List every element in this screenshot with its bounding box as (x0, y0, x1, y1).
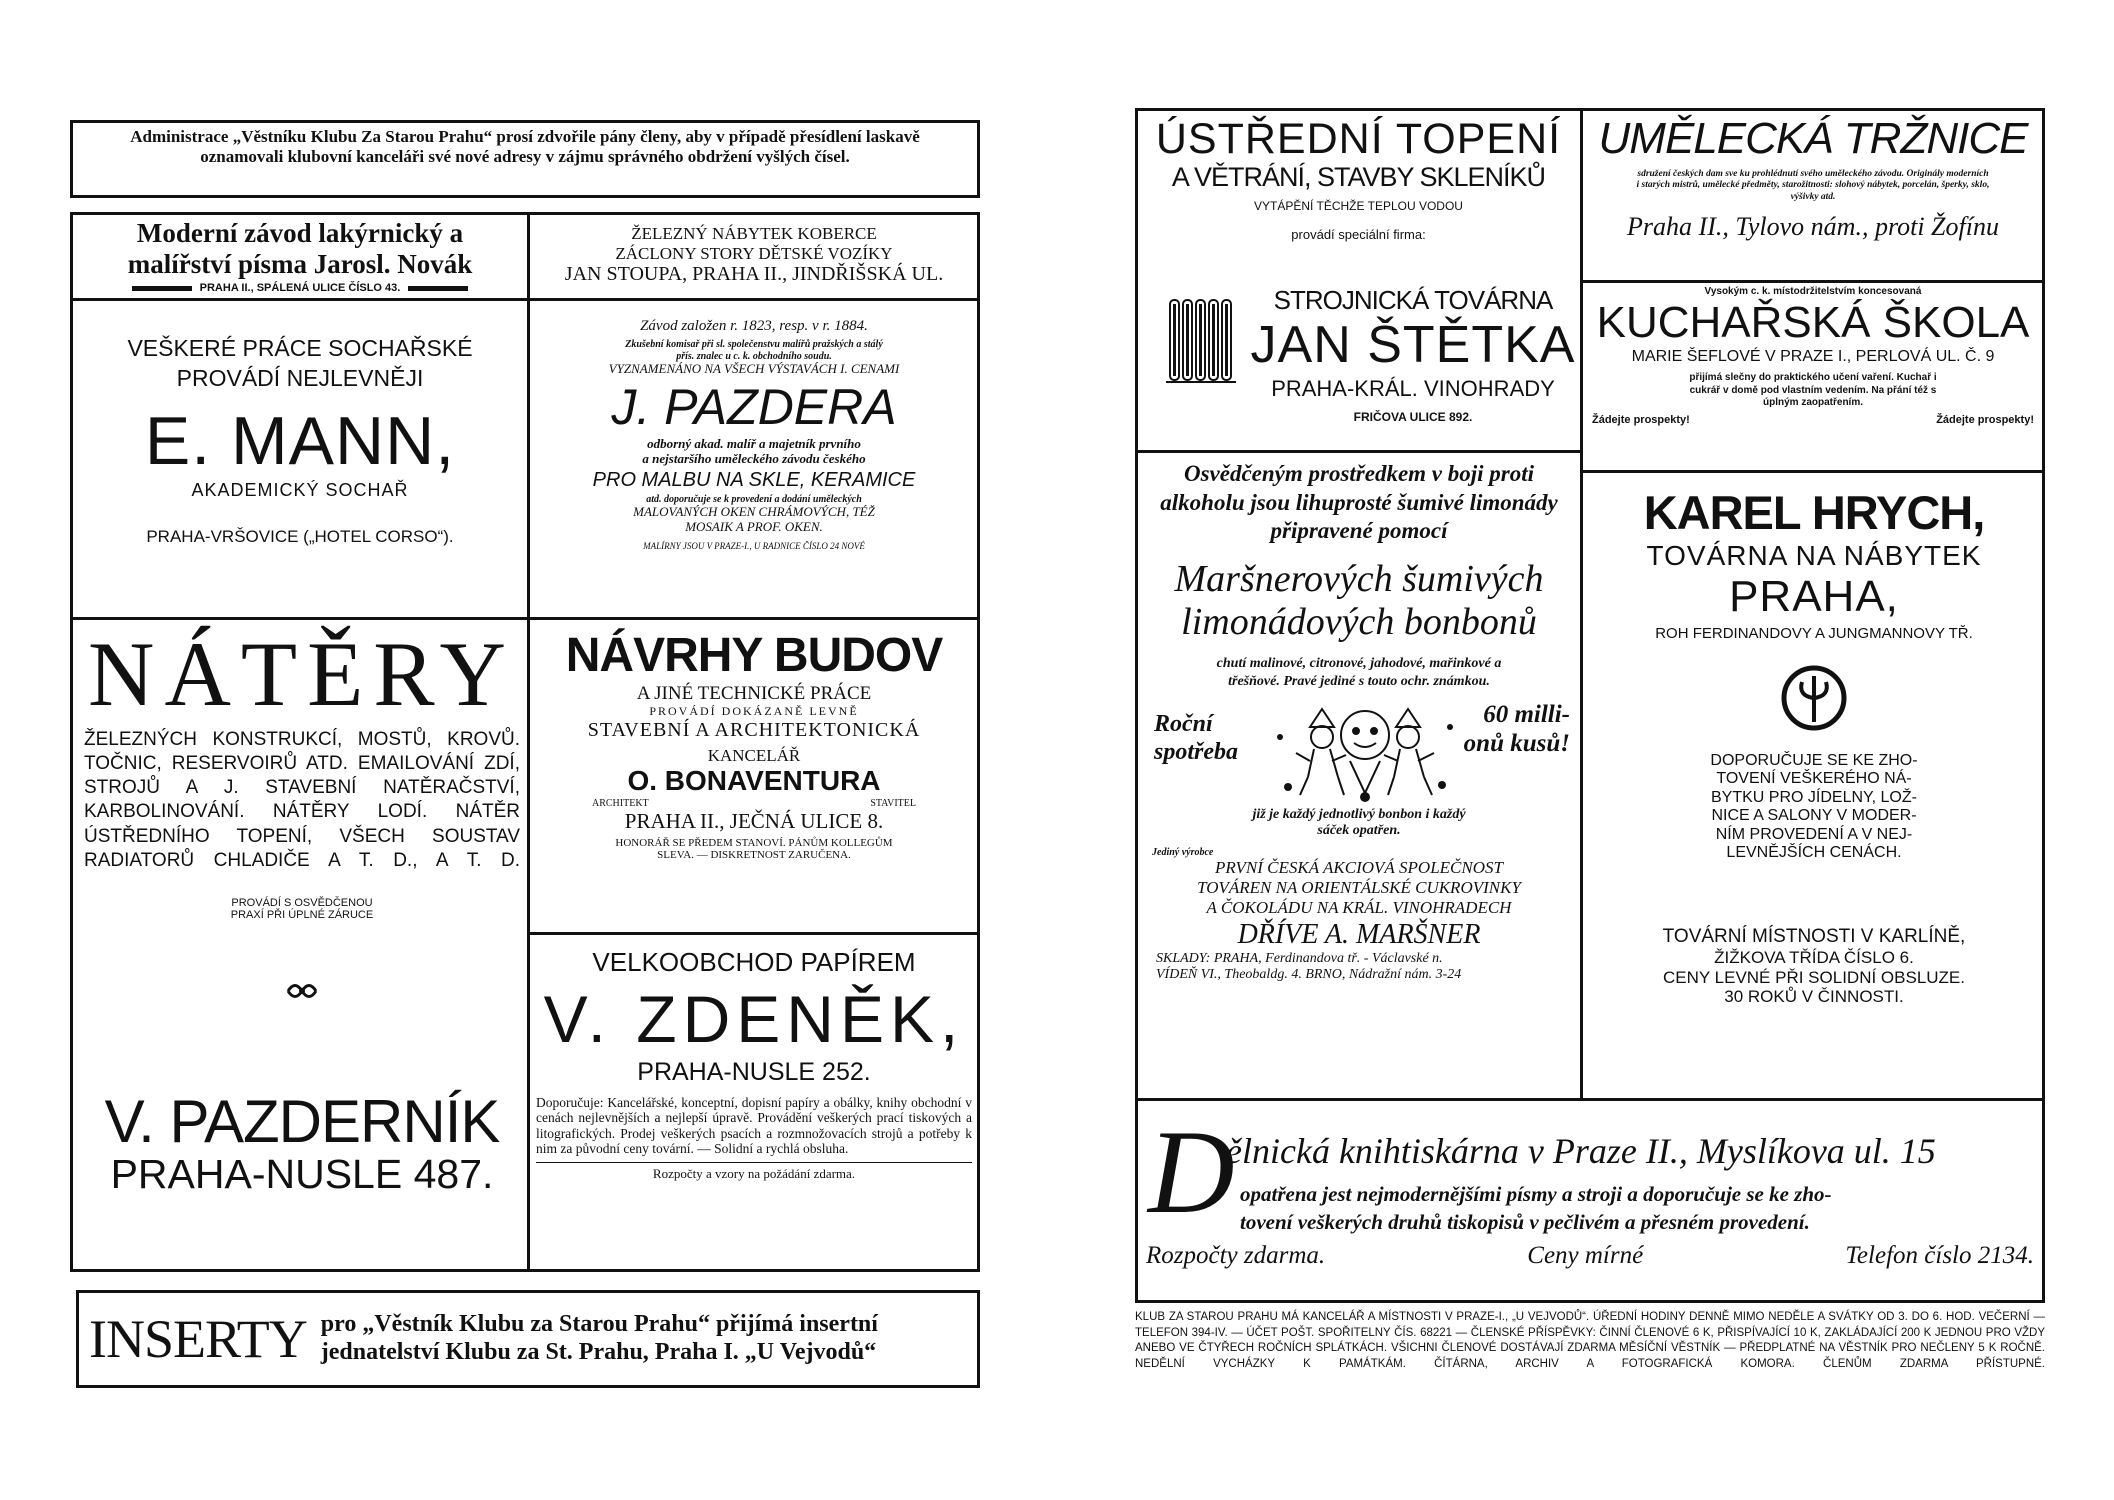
marsner-comp2: TOVÁREN NA ORIENTÁLSKÉ CUKROVINKY (1197, 878, 1521, 898)
natery-provadi1: PROVÁDÍ S OSVĚDČENOU (231, 896, 373, 909)
hrych-name: KAREL HRYCH, (1643, 486, 1985, 539)
natery-body: ŽELEZNÝCH KONSTRUKCÍ, MOSTŮ, KROVŮ. TOČNIC, RESERVOIRŮ ATD. EMAILOVÁNÍ ZDÍ, STROJŮ A J. STAVEBNÍ NATĚRAČSTVÍ, KARBOLINOVÁNÍ. NÁTĚRY LODÍ. NÁTĚR ÚSTŘEDNÍHO TOPENÍ, VŠECH SOUSTAV RADIATORŮ CHLADIČE A T. D., A T. D. (84, 729, 520, 871)
tiskarna-l3: tovení veškerých druhů tiskopisů v pečlivém a přesném provedení. (1240, 1210, 1810, 1234)
pazdernik-address: PRAHA-NUSLE 487. (110, 1151, 494, 1198)
navrhy-honorar2: SLEVA. — DISKRETNOST ZARUČENA. (657, 849, 851, 862)
ad-mann (76, 305, 524, 615)
topeni-l2: A VĚTRÁNÍ, STAVBY SKLENÍKŮ (1171, 162, 1546, 193)
grid-hline (70, 298, 980, 301)
pazdera-rec1: atd. doporučuje se k provedení a dodání uměleckých (646, 493, 862, 505)
topeni-street: FRIČOVA ULICE 892. (1353, 409, 1473, 424)
topeni-l3: VYTÁPĚNÍ TĚCHŽE TEPLOU VODOU (1254, 198, 1463, 213)
ornament-icon (84, 978, 520, 1004)
marsner-name2: limonádových bonbonů (1181, 601, 1537, 644)
pazdera-sub1: odborný akad. malíř a majetník prvního (647, 435, 861, 451)
trznice-body: sdružení českých dam sve ku prohlédnutí svého uměleckého závodu. Originály moderních i starých mistrů, umělecké předměty, starožitnosti: slohový nábytek, porcelán, šperky, sklo, výšivky atd. (1636, 168, 1990, 203)
stoupa-line3: JAN STOUPA, PRAHA II., JINDŘIŠSKÁ UL. (564, 263, 944, 286)
inserty-text (321, 1311, 878, 1366)
marsner-comp1: PRVNÍ ČESKÁ AKCIOVÁ SPOLEČNOST (1215, 858, 1503, 878)
grid-hline (528, 932, 980, 935)
skola-prospekty-left: Žádejte prospekty! (1592, 413, 1690, 426)
natery-provadi2: PRAXÍ PŘI ÚPLNÉ ZÁRUCE (230, 909, 374, 922)
decorative-rule (132, 286, 192, 291)
marsner-each2: sáček opatřen. (1317, 823, 1401, 839)
hrych-t1: TOVÁRNÍ MÍSTNOSTI V KARLÍNĚ, (1662, 926, 1966, 948)
stoupa-line1: ŽELEZNÝ NÁBYTEK KOBERCE (631, 224, 877, 243)
pazdera-addr: MALÍRNY JSOU V PRAZE-I., U RADNICE ČÍSLO 24 NOVÉ (643, 540, 865, 551)
navrhy-l3: STAVEBNÍ A ARCHITEKTONICKÁ (587, 718, 921, 741)
grid-vline (527, 212, 530, 1272)
stoupa-line2: ZÁCLONY STORY DĚTSKÉ VOZÍKY (615, 243, 893, 263)
novak-address: PRAHA II., SPÁLENÁ ULICE ČÍSLO 43. (199, 282, 401, 295)
navrhy-l4: KANCELÁŘ (707, 745, 801, 765)
ad-navrhy (532, 628, 976, 930)
pazdera-rec3: MOSAIK A PROF. OKEN. (685, 519, 823, 534)
marsner-each (1142, 807, 1576, 839)
gnomes-illustration-icon (1270, 697, 1460, 805)
navrhy-stavitel: STAVITEL (870, 797, 916, 809)
novak-line2: malířství písma Jarosl. Novák (127, 249, 473, 280)
klub-info: KLUB ZA STAROU PRAHU MÁ KANCELÁŘ A MÍSTNOSTI V PRAZE-I., „U VEJVODŮ“. ÚŘEDNÍ HODINY DENNĚ MIMO NEDĚLE A SVÁTKY OD 3. DO 6. HOD. VEČERNÍ — TELEFON 394-IV. — ÚČET POŠT. SPOŘITELNY ČÍS. 68221 — ČLENSKÉ PŘÍSPĚVKY: ČINNÍ ČLENOVÉ 6 K, PŘISPÍVAJÍCÍ 10 K, ZAKLÁDAJÍCÍ 200 K JEDNOU PRO VŽDY ANEBO VE ČTYŘECH ROČNÍCH SPLÁTKÁCH. VŠICHNI ČLENOVÉ DOSTÁVAJÍ ZDARMA MĚSÍČNÍ VĚSTNÍK — PŘEDPLATNÉ NA VĚSTNÍK PRO NEČLENY 5 K ROČNĚ. NEDĚLNÍ VYCHÁZKY K PAMÁTKÁM. ČÍTÁRNA, ARCHIV A FOTOGRAFICKÁ KOMORA. ČLENŮM ZDARMA PŘÍSTUPNÉ. (1135, 1311, 2045, 1370)
zdenek-footer: Rozpočty a vzory na požádání zdarma. (652, 1165, 856, 1181)
marsner-mil2: onů kusů! (1463, 730, 1570, 758)
marsner-million (1464, 701, 1570, 759)
hrych-desc (1588, 752, 2040, 862)
marsner-intro: Osvědčeným prostředkem v boji proti alkoholu jsou lihuprosté šumivé limonády připravené pomocí (1160, 461, 1558, 544)
hrych-d1: DOPORUČUJE SE KE ZHO- (1710, 752, 1918, 770)
tiskarna-l1: ělnická knihtiskárna v Praze II., Myslíkova ul. 15 (1226, 1131, 1936, 1171)
radiator-icon (1164, 292, 1240, 388)
pazdera-komisar2: přís. znalec u c. k. obchodního soudu. (676, 350, 832, 362)
navrhy-address: PRAHA II., JEČNÁ ULICE 8. (624, 808, 884, 833)
pazdernik-name: V. PAZDERNÍK (104, 1088, 500, 1156)
marsner-each1: již je každý jednotlivý bonbon i každý (1252, 807, 1466, 823)
tiskarna-rozpocty: Rozpočty zdarma. (1146, 1242, 1326, 1269)
tiskarna-ceny: Ceny mírné (1527, 1242, 1644, 1269)
marsner-mil1: 60 milli- (1483, 701, 1570, 729)
hrych-t2: ŽIŽKOVA TŘÍDA ČÍSLO 6. (1714, 948, 1914, 968)
grid-hline (1580, 280, 2045, 283)
skola-prospekty-row (1586, 414, 2040, 426)
marsner-skl2: VÍDEŇ VI., Theobaldg. 4. BRNO, Nádražní nám. 3-24 (1156, 967, 1462, 983)
natery-title: NÁTĚRY (88, 623, 516, 725)
novak-line1: Moderní závod lakýrnický a (136, 218, 464, 248)
ad-hrych (1588, 478, 2040, 1096)
tiskarna-telefon: Telefon číslo 2134. (1845, 1242, 2034, 1269)
hrych-d4: NICE A SALONY V MODER- (1711, 807, 1917, 825)
topeni-text-block (1250, 286, 1576, 425)
navrhy-architekt: ARCHITEKT (592, 797, 649, 809)
hrych-logo-icon (1774, 658, 1854, 738)
ad-trznice (1586, 114, 2040, 278)
marsner-company (1142, 858, 1576, 951)
novak-address-row (76, 282, 524, 295)
topeni-l1: ÚSTŘEDNÍ TOPENÍ (1155, 115, 1562, 163)
skola-prospekty-right: Žádejte prospekty! (1936, 413, 2034, 426)
tiskarna-l2: opatřena jest nejmodernějšími písmy a stroji a doporučuje se ke zho- (1240, 1182, 1832, 1206)
pazdera-name: J. PAZDERA (611, 379, 897, 436)
navrhy-l1: A JINÉ TECHNICKÉ PRÁCE (636, 683, 872, 705)
zdenek-name: V. ZDENĚK, (543, 981, 965, 1056)
topeni-firm: STROJNICKÁ TOVÁRNA (1273, 285, 1553, 315)
zdenek-divider (536, 1162, 972, 1163)
navrhy-title: NÁVRHY BUDOV (565, 629, 943, 682)
hrych-t3: CENY LEVNÉ PŘI SOLIDNÍ OBSLUZE. (1663, 967, 1965, 987)
inserty-line1: pro „Věstník Klubu za Starou Prahu“ přijímá insertní (320, 1311, 878, 1338)
skola-title: KUCHAŘSKÁ ŠKOLA (1596, 297, 2030, 347)
skola-addr: MARIE ŠEFLOVÉ V PRAZE I., PERLOVÁ UL. Č. 9 (1631, 348, 1995, 366)
navrhy-honorar1: HONORÁŘ SE PŘEDEM STANOVÍ. PÁNŮM KOLLEGŮM (615, 836, 893, 849)
ad-marsner (1142, 460, 1576, 1096)
trznice-address: Praha II., Tylovo nám., proti Žofínu (1627, 212, 1999, 242)
topeni-name: JAN ŠTĚTKA (1250, 315, 1576, 374)
tiskarna-initial: D (1148, 1105, 1235, 1238)
marsner-rocni (1154, 711, 1238, 766)
marsner-name1: Maršnerových šumivých (1174, 557, 1544, 600)
marsner-roc1: Roční (1154, 711, 1213, 738)
trznice-title: UMĚLECKÁ TRŽNICE (1598, 114, 2028, 163)
grid-vline (1580, 108, 1583, 1100)
marsner-flav: chutí malinové, citronové, jahodové, mařinkové a třešňové. Pravé jediné s touto ochr. známkou. (1216, 655, 1502, 690)
pazdera-glass: PRO MALBU NA SKLE, KERAMICE (592, 468, 916, 491)
pazdera-award: VYZNAMENÁNO NA VŠECH VÝSTAVÁCH I. CENAMI (608, 361, 900, 377)
decorative-rule (408, 286, 468, 291)
ad-natery (84, 623, 520, 1268)
navrhy-name: O. BONAVENTURA (627, 765, 881, 797)
ad-tiskarna (1142, 1106, 2040, 1300)
mann-title: AKADEMICKÝ SOCHAŘ (191, 480, 409, 501)
pazdera-komisar1: Zkušební komisař při sl. společenstvu malířů pražských a stálý (625, 339, 883, 351)
marsner-consumption-row (1142, 697, 1576, 807)
hrych-addr: ROH FERDINANDOVY A JUNGMANNOVY TŘ. (1655, 624, 1973, 642)
natery-provadi (84, 897, 520, 922)
marsner-comp3: A ČOKOLÁDU NA KRÁL. VINOHRADECH (1206, 897, 1512, 917)
mann-address: PRAHA-VRŠOVICE („HOTEL CORSO“). (146, 526, 454, 546)
marsner-roc2: spotřeba (1154, 738, 1238, 765)
grid-hline (1135, 1098, 2045, 1101)
hrych-sub: TOVÁRNA NA NÁBYTEK (1646, 540, 1982, 572)
tiskarna-bottom-row (1146, 1242, 2034, 1270)
inserty-line2: jednatelství Klubu za St. Prahu, Praha I. „U Vejvodů“ (320, 1339, 877, 1365)
ad-inserty (76, 1290, 980, 1388)
mann-name: E. MANN, (144, 402, 456, 479)
skola-conc: Vysokým c. k. místodržitelstvím koncesovaná (1704, 286, 1922, 297)
ad-novak (76, 218, 524, 296)
grid-hline (70, 617, 980, 620)
pazdera-founded: Závod založen r. 1823, resp. v r. 1884. (640, 318, 868, 334)
ad-zdenek (536, 948, 972, 1268)
marsner-former: DŘÍVE A. MARŠNER (1237, 919, 1481, 951)
zdenek-body: Doporučuje: Kancelářské, konceptní, dopisní papíry a obálky, knihy obchodní v cenách nejlevnějších a nejlepší úpravě. Provádění veškerých prací tiskových a litografických. Prodej veškerých psacích a rozmnožovacích strojů a potřeby k nim za původní ceny tovární. — Solidní a rychlá obsluha. (536, 1094, 972, 1157)
notice-text: Administrace „Věstníku Klubu Za Starou Prahu“ prosí zdvořile pány členy, aby v případě přesídlení laskavě oznamovali klubovní kanceláři své nové adresy v zájmu správného obdržení vyšlých čísel. (130, 127, 920, 167)
navrhy-roles (532, 798, 976, 809)
hrych-t4: 30 ROKŮ V ČINNOSTI. (1724, 987, 1904, 1007)
hrych-d6: LEVNĚJŠÍCH CENÁCH. (1726, 844, 1902, 862)
hrych-d2: TOVENÍ VEŠKERÉHO NÁ- (1716, 770, 1912, 788)
pazdera-rec2: MALOVANÝCH OKEN CHRÁMOVÝCH, TÉŽ (633, 504, 875, 520)
hrych-factory (1588, 926, 2040, 1006)
ad-skola (1586, 286, 2040, 468)
marsner-skl1: SKLADY: PRAHA, Ferdinandova tř. - Václavské n. (1156, 951, 1443, 967)
mann-line1: VEŠKERÉ PRÁCE SOCHAŘSKÉ (127, 335, 473, 361)
pazdera-sub2: a nejstaršího uměleckého závodu českého (642, 450, 866, 466)
topeni-l4: provádí speciální firma: (1291, 226, 1426, 242)
inserty-big: INSERTY (89, 1309, 307, 1369)
ad-pazdera (532, 318, 976, 614)
grid-hline (1582, 470, 2045, 473)
hrych-city: PRAHA, (1729, 572, 1899, 622)
marsner-jediny: Jediný výrobce (1152, 847, 1214, 859)
mann-line2: PROVÁDÍ NEJLEVNĚJI (176, 365, 424, 392)
left-page-notice (70, 120, 980, 198)
topeni-city: PRAHA-KRÁL. VINOHRADY (1271, 375, 1555, 401)
zdenek-address: PRAHA-NUSLE 252. (637, 1057, 871, 1086)
grid-hline (1135, 450, 1582, 453)
hrych-d5: NÍM PROVEDENÍ A V NEJ- (1715, 825, 1913, 843)
skola-body: přijímá slečny do praktického učení vaření. Kuchař i cukrář v domě pod vlastním vedením. Na přání též s úplným zaopatřením. (1689, 372, 1937, 409)
zdenek-title: VELKOOBCHOD PAPÍREM (592, 947, 916, 977)
ad-stoupa (532, 224, 976, 296)
hrych-d3: BYTKU PRO JÍDELNY, LOŽ- (1711, 788, 1917, 806)
ad-topeni (1140, 116, 1577, 448)
navrhy-l2: PROVÁDÍ DOKÁZANĚ LEVNĚ (649, 704, 859, 719)
marsner-sklady (1156, 951, 1576, 983)
